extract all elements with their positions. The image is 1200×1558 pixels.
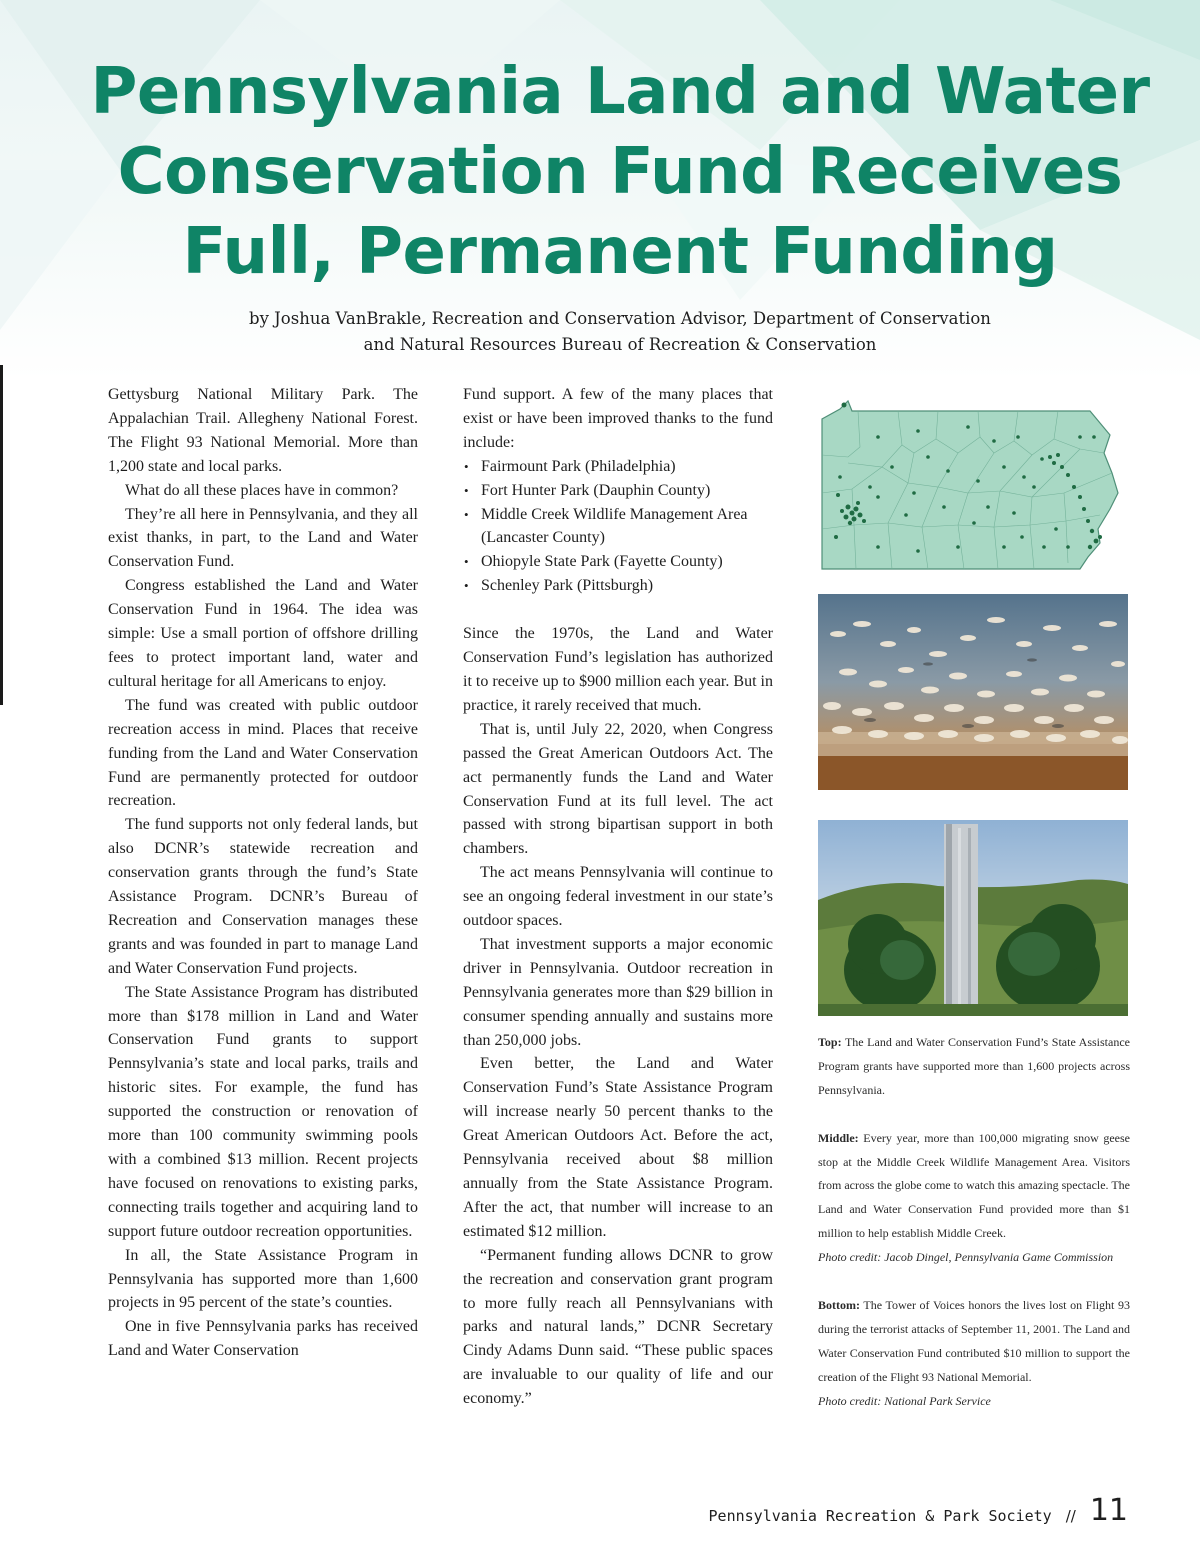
paragraph: That investment supports a major economic driver in Pennsylvania. Outdoor recreation in Pennsylvania generates more than $29 billion in consumer spending annually and sustains more than 250,000 jobs. [463, 935, 773, 1049]
snow-geese-photo [818, 594, 1128, 790]
paragraph: Congress established the Land and Water Conservation Fund in 1964. The idea was simple: Use a small portion of offshore drilling fees to protect important land, water and cultural heritage for all Americans to enjoy. [108, 577, 418, 690]
paragraph: In all, the State Assistance Program in Pennsylvania has supported more than 1,600 projects in 95 percent of the state’s counties. [108, 1246, 418, 1312]
page-footer [709, 1488, 1128, 1528]
list-item: • Middle Creek Wildlife Management Area (Lancaster County) [481, 503, 773, 551]
list-item: • Ohiopyle State Park (Fayette County) [481, 550, 773, 574]
paragraph: They’re all here in Pennsylvania, and they all exist thanks, in part, to the Land and Water Conservation Fund. [108, 505, 418, 571]
caption-top [818, 1031, 1130, 1103]
footer-organization: Pennsylvania Recreation & Park Society [708, 1507, 1052, 1525]
list-item: • Schenley Park (Pittsburgh) [481, 574, 773, 598]
byline [170, 306, 1070, 358]
caption-bottom [818, 1294, 1130, 1414]
paragraph: That is, until July 22, 2020, when Congress passed the Great American Outdoors Act. The act permanently funds the Land and Water Conservation Fund at its full level. The act passed with strong bipartisan support in both chambers. [463, 720, 773, 858]
paragraph: The fund supports not only federal lands, but also DCNR’s statewide recreation and conservation grants through the fund’s State Assistance Program. DCNR’s Bureau of Recreation and Conservation manages these grants and was founded in part to manage Land and Water Conservation Fund projects. [108, 816, 418, 977]
paragraph: The State Assistance Program has distributed more than $178 million in Land and Water Conservation Fund grants to support Pennsylvania’s state and local parks, trails and historic sites. For example, the fund has supported the construction or renovation of more than 100 community swimming pools with a combined $13 million. Recent projects have focused on renovations to existing parks, connecting trails together and acquiring land to support future outdoor recreation opportunities. [108, 983, 418, 1240]
page-edge-mark [0, 365, 3, 705]
photo-captions [818, 1031, 1130, 1437]
article-title: Pennsylvania Land and Water Conservation Fund Receives Full, Permanent Funding [90, 55, 1150, 289]
paragraph: Even better, the Land and Water Conservation Fund’s State Assistance Program will increase nearly 50 percent thanks to the Great American Outdoors Act. Before the act, Pennsylvania received about $8 million annually from the State Assistance Program. After the act, that number will increase to an estimated $12 million. [463, 1055, 773, 1240]
paragraph: The fund was created with public outdoor recreation access in mind. Places that receive funding from the Land and Water Conservation Fund are permanently protected for outdoor recreation. [108, 696, 418, 810]
caption-middle [818, 1127, 1130, 1270]
list-item: • Fort Hunter Park (Dauphin County) [481, 479, 773, 503]
caption-label: Top: [818, 1035, 842, 1049]
pennsylvania-projects-map [818, 397, 1128, 572]
caption-text: The Land and Water Conservation Fund’s State Assistance Program grants have supported more than 1,600 projects across Pennsylvania. [818, 1035, 1130, 1097]
paragraph: Fund support. A few of the many places that exist or have been improved thanks to the fund include: [463, 386, 773, 451]
article-column-1 [108, 383, 418, 1363]
paragraph: Gettysburg National Military Park. The Appalachian Trail. Allegheny National Forest. The Flight 93 National Memorial. More than 1,200 state and local parks. [108, 386, 418, 475]
footer-separator: // [1065, 1507, 1076, 1525]
list-item: • Fairmount Park (Philadelphia) [481, 455, 773, 479]
photo-credit: Photo credit: National Park Service [818, 1393, 991, 1408]
article-column-2 [463, 383, 773, 1411]
byline-line-1: by Joshua VanBrakle, Recreation and Conservation Advisor, Department of Conservation [249, 309, 991, 328]
paragraph: One in five Pennsylvania parks has received Land and Water Conservation [108, 1318, 418, 1360]
photo-credit: Photo credit: Jacob Dingel, Pennsylvania Game Commission [818, 1250, 1114, 1265]
paragraph: Since the 1970s, the Land and Water Conservation Fund’s legislation has authorized it to receive up to $900 million each year. But in practice, it rarely received that much. [463, 625, 773, 714]
byline-line-2: and Natural Resources Bureau of Recreation & Conservation [363, 335, 877, 354]
page-number: 11 [1089, 1493, 1128, 1528]
tower-of-voices-photo [818, 820, 1128, 1016]
paragraph: The act means Pennsylvania will continue to see an ongoing federal investment in our state’s outdoor spaces. [463, 864, 773, 930]
caption-text: Every year, more than 100,000 migrating snow geese stop at the Middle Creek Wildlife Management Area. Visitors from across the globe come to watch this amazing spectacle. The Land and Water Conservation Fund provided more than $1 million to help establish Middle Creek. [818, 1130, 1131, 1241]
places-list [463, 455, 773, 598]
paragraph: “Permanent funding allows DCNR to grow the recreation and conservation grant program to more fully reach all Pennsylvanians with parks and natural lands,” DCNR Secretary Cindy Adams Dunn said. “These public spaces are invaluable to our quality of life and our economy.” [463, 1246, 773, 1408]
caption-text: The Tower of Voices honors the lives lost on Flight 93 during the terrorist attacks of September 11, 2001. The Land and Water Conservation Fund contributed $10 million to support the creation of the Flight 93 National Memorial. [818, 1297, 1130, 1384]
caption-label: Middle: [818, 1130, 859, 1145]
paragraph: What do all these places have in common? [125, 481, 399, 499]
caption-label: Bottom: [818, 1297, 860, 1312]
